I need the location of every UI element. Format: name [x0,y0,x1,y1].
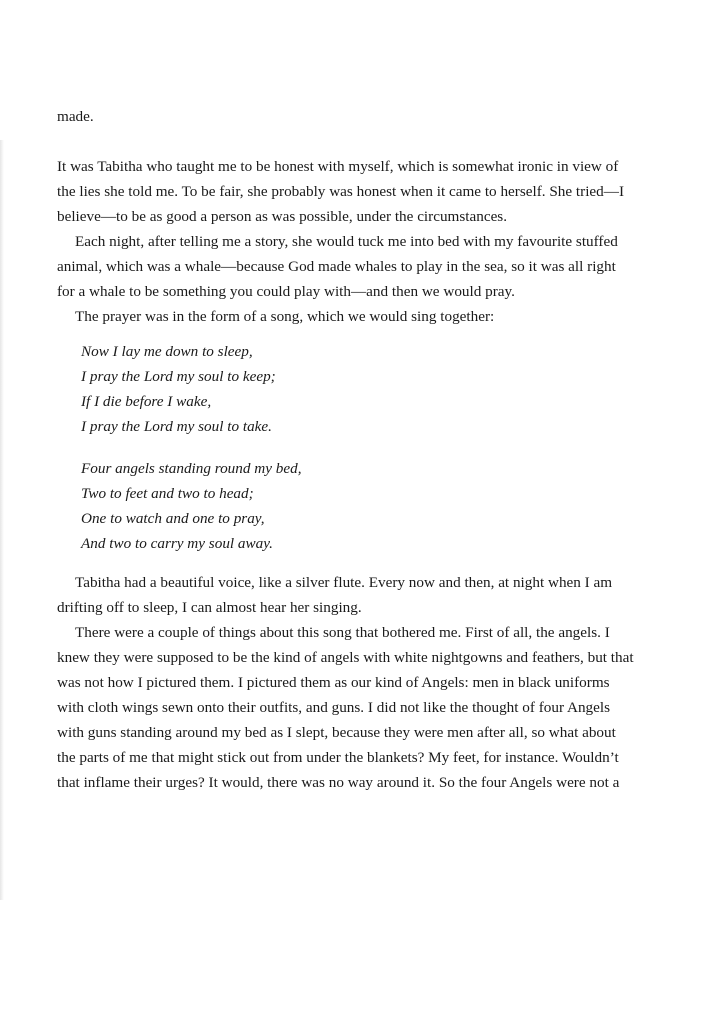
poem-line: I pray the Lord my soul to keep; [81,368,276,385]
poem-line: And two to carry my soul away. [81,535,273,552]
text-line: that inflame their urges? It would, there was no way around it. So the four Angels were not a [57,774,620,791]
poem-line: I pray the Lord my soul to take. [81,418,272,435]
poem-line: One to watch and one to pray, [81,510,265,527]
text-line: knew they were supposed to be the kind of angels with white nightgowns and feathers, but that [57,649,634,666]
poem-line: Now I lay me down to sleep, [81,343,253,360]
text-line: with cloth wings sewn onto their outfits, and guns. I did not like the thought of four Angels [57,699,611,716]
text-line: the lies she told me. To be fair, she probably was honest when it came to herself. She tried—I [57,183,625,200]
text-line: the parts of me that might stick out from under the blankets? My feet, for instance. Wouldn’t [57,749,619,766]
text-line: There were a couple of things about this song that bothered me. First of all, the angels. I [75,624,610,641]
text-line: It was Tabitha who taught me to be honest with myself, which is somewhat ironic in view of [57,158,619,175]
page-edge-shadow [0,140,4,900]
text-line: drifting off to sleep, I can almost hear her singing. [57,599,362,616]
text-line: Tabitha had a beautiful voice, like a silver flute. Every now and then, at night when I am [75,574,613,591]
paragraph-4 [57,570,697,620]
text-line: believe—to be as good a person as was possible, under the circumstances. [57,208,508,225]
text-line: animal, which was a whale—because God made whales to play in the sea, so it was all right [57,258,616,275]
prayer-poem [57,339,697,556]
paragraph-3 [57,304,697,329]
stanza-gap [81,439,697,456]
text-line: with guns standing around my bed as I slept, because they were men after all, so what about [57,724,616,741]
page-text [57,104,697,795]
continuation-paragraph [57,104,697,129]
text-line: made. [57,108,94,125]
poem-stanza-1 [81,339,697,439]
poem-line: Two to feet and two to head; [81,485,254,502]
text-line: for a whale to be something you could play with—and then we would pray. [57,283,515,300]
poem-stanza-2 [81,456,697,556]
poem-line: If I die before I wake, [81,393,212,410]
paragraph-1 [57,154,697,229]
text-line: Each night, after telling me a story, she would tuck me into bed with my favourite stuffed [75,233,618,250]
poem-line: Four angels standing round my bed, [81,460,302,477]
paragraph-gap [57,129,697,154]
paragraph-5 [57,620,697,795]
text-line: was not how I pictured them. I pictured them as our kind of Angels: men in black uniforms [57,674,610,691]
paragraph-2 [57,229,697,304]
text-line: The prayer was in the form of a song, which we would sing together: [75,308,495,325]
